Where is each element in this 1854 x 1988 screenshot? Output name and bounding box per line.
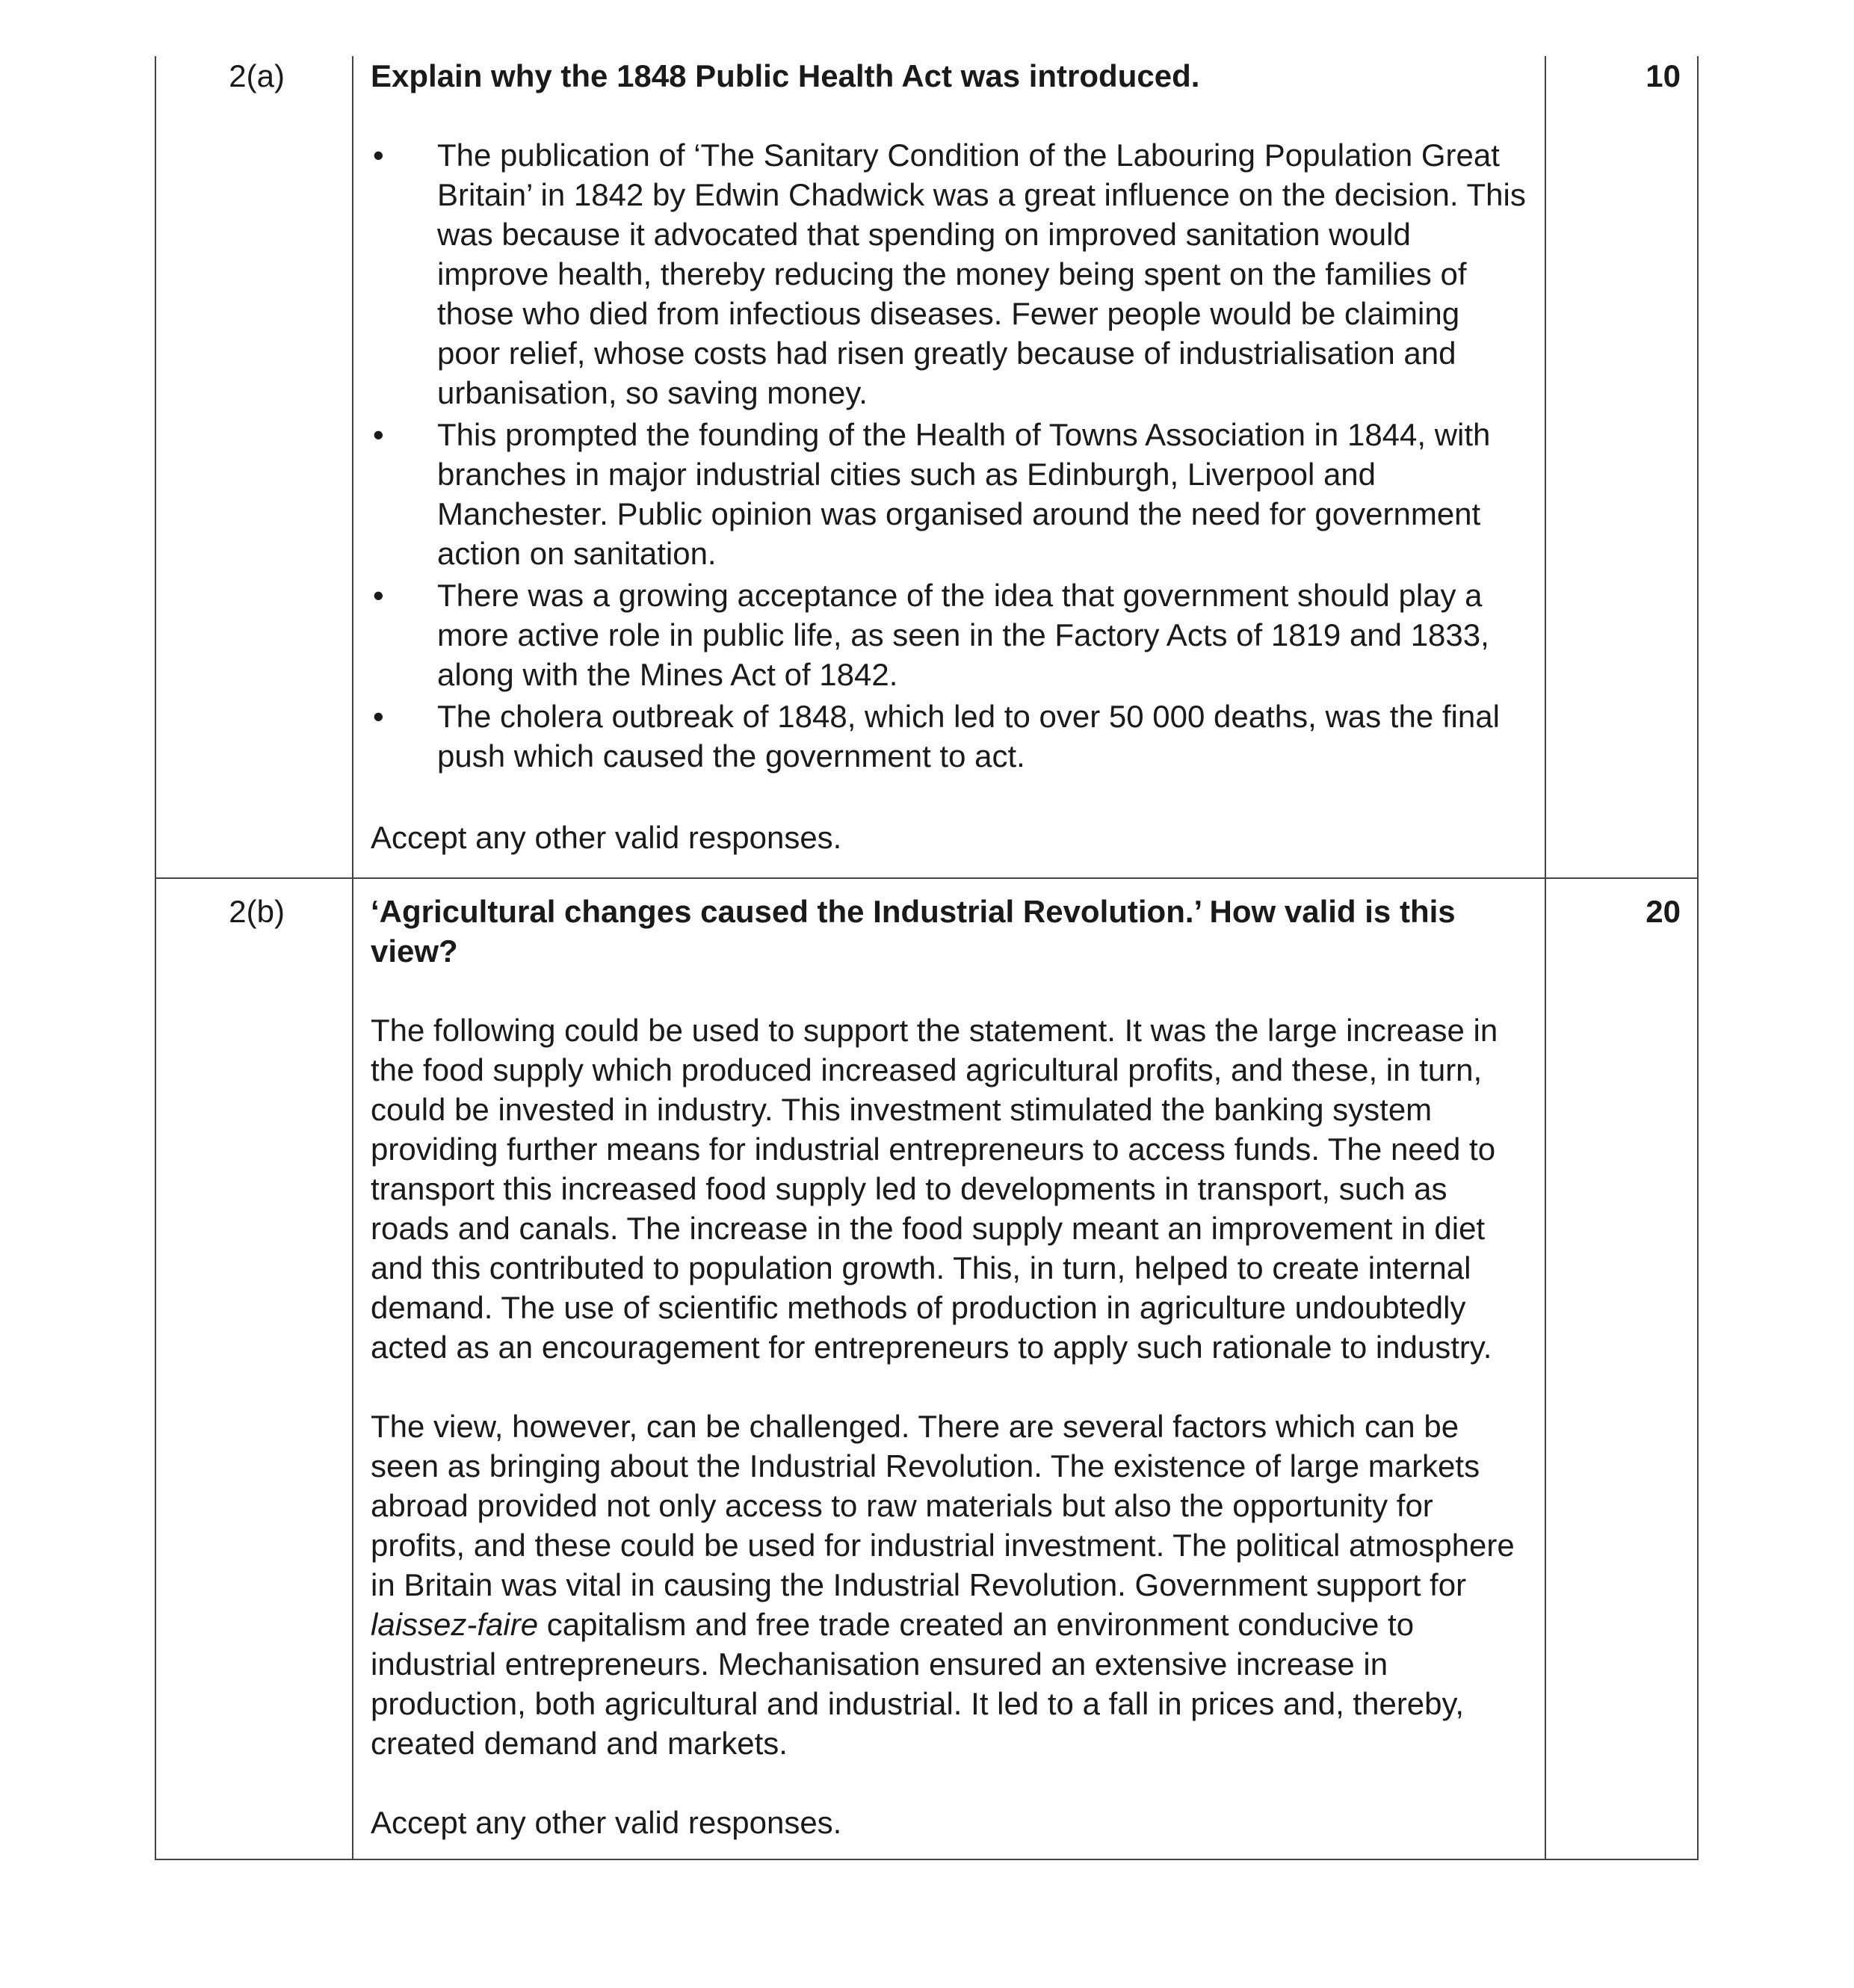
list-item xyxy=(371,135,1530,413)
bullet-text: The publication of ‘The Sanitary Condition of the Labouring Population Great Britain’ in 1842 by Edwin Chadwick was a great influence on the decision. This was because it advocated that spending on improved sanitation would improve health, thereby reducing the money being spent on the families of those who died from infectious diseases. Fewer people would be claiming poor relief, whose costs had risen greatly because of industrialisation and urbanisation, so saving money. xyxy=(437,138,1526,410)
question-row-2b xyxy=(155,878,1698,1859)
answer-cell xyxy=(353,56,1545,878)
question-text: Explain why the 1848 Public Health Act was introduced. xyxy=(371,58,1200,93)
bullet-icon: • xyxy=(373,138,384,173)
closing-note: Accept any other valid responses. xyxy=(371,1805,842,1840)
question-number: 2(a) xyxy=(155,56,353,878)
bullet-text: The cholera outbreak of 1848, which led to over 50 000 deaths, was the final push which caused the government to act. xyxy=(437,699,1500,774)
bullet-text: There was a growing acceptance of the idea that government should play a more active role in public life, as seen in the Factory Acts of 1819 and 1833, along with the Mines Act of 1842. xyxy=(437,578,1489,692)
bullet-text: This prompted the founding of the Health of Towns Association in 1844, with branches in major industrial cities such as Edinburgh, Liverpool and Manchester. Public opinion was organised around the need for government action on sanitation. xyxy=(437,417,1491,571)
question-number: 2(b) xyxy=(155,878,353,1859)
bullet-icon: • xyxy=(373,417,384,452)
supporting-paragraph: The following could be used to support the statement. It was the large increase in the food supply which produced increased agricultural profits, and these, in turn, could be invested in industry. This investment stimulated the banking system providing further means for industrial entrepreneurs to access funds. The need to transport this increased food supply led to developments in transport, such as roads and canals. The increase in the food supply meant an improvement in diet and this contributed to population growth. This, in turn, helped to create internal demand. The use of scientific methods of production in agriculture undoubtedly acted as an encouragement for entrepreneurs to apply such rationale to industry. xyxy=(371,1013,1498,1365)
marks-value: 20 xyxy=(1545,878,1698,1859)
mark-scheme-table xyxy=(155,56,1699,1860)
question-row-2a xyxy=(155,56,1698,878)
paragraph-text: capitalism and free trade created an environment conducive to industrial entrepreneurs. Mechanisation ensured an extensive increase in production, both agricultural and industrial. It led to a fall in prices and, thereby, created demand and markets. xyxy=(371,1607,1465,1761)
challenging-paragraph xyxy=(371,1407,1530,1763)
marks-value: 10 xyxy=(1545,56,1698,878)
paragraph-text: The view, however, can be challenged. There are several factors which can be seen as bringing about the Industrial Revolution. The existence of large markets abroad provided not only access to raw materials but also the opportunity for profits, and these could be used for industrial investment. The political atmosphere in Britain was vital in causing the Industrial Revolution. Government support for xyxy=(371,1409,1515,1602)
italic-term: laissez-faire xyxy=(371,1607,539,1642)
answer-cell xyxy=(353,878,1545,1859)
answer-bullet-list xyxy=(371,135,1530,776)
list-item xyxy=(371,697,1530,776)
closing-note: Accept any other valid responses. xyxy=(371,820,842,855)
list-item xyxy=(371,575,1530,694)
bullet-icon: • xyxy=(373,578,384,613)
list-item xyxy=(371,415,1530,573)
question-text: ‘Agricultural changes caused the Industrial Revolution.’ How valid is this view? xyxy=(371,894,1456,969)
bullet-icon: • xyxy=(373,699,384,734)
